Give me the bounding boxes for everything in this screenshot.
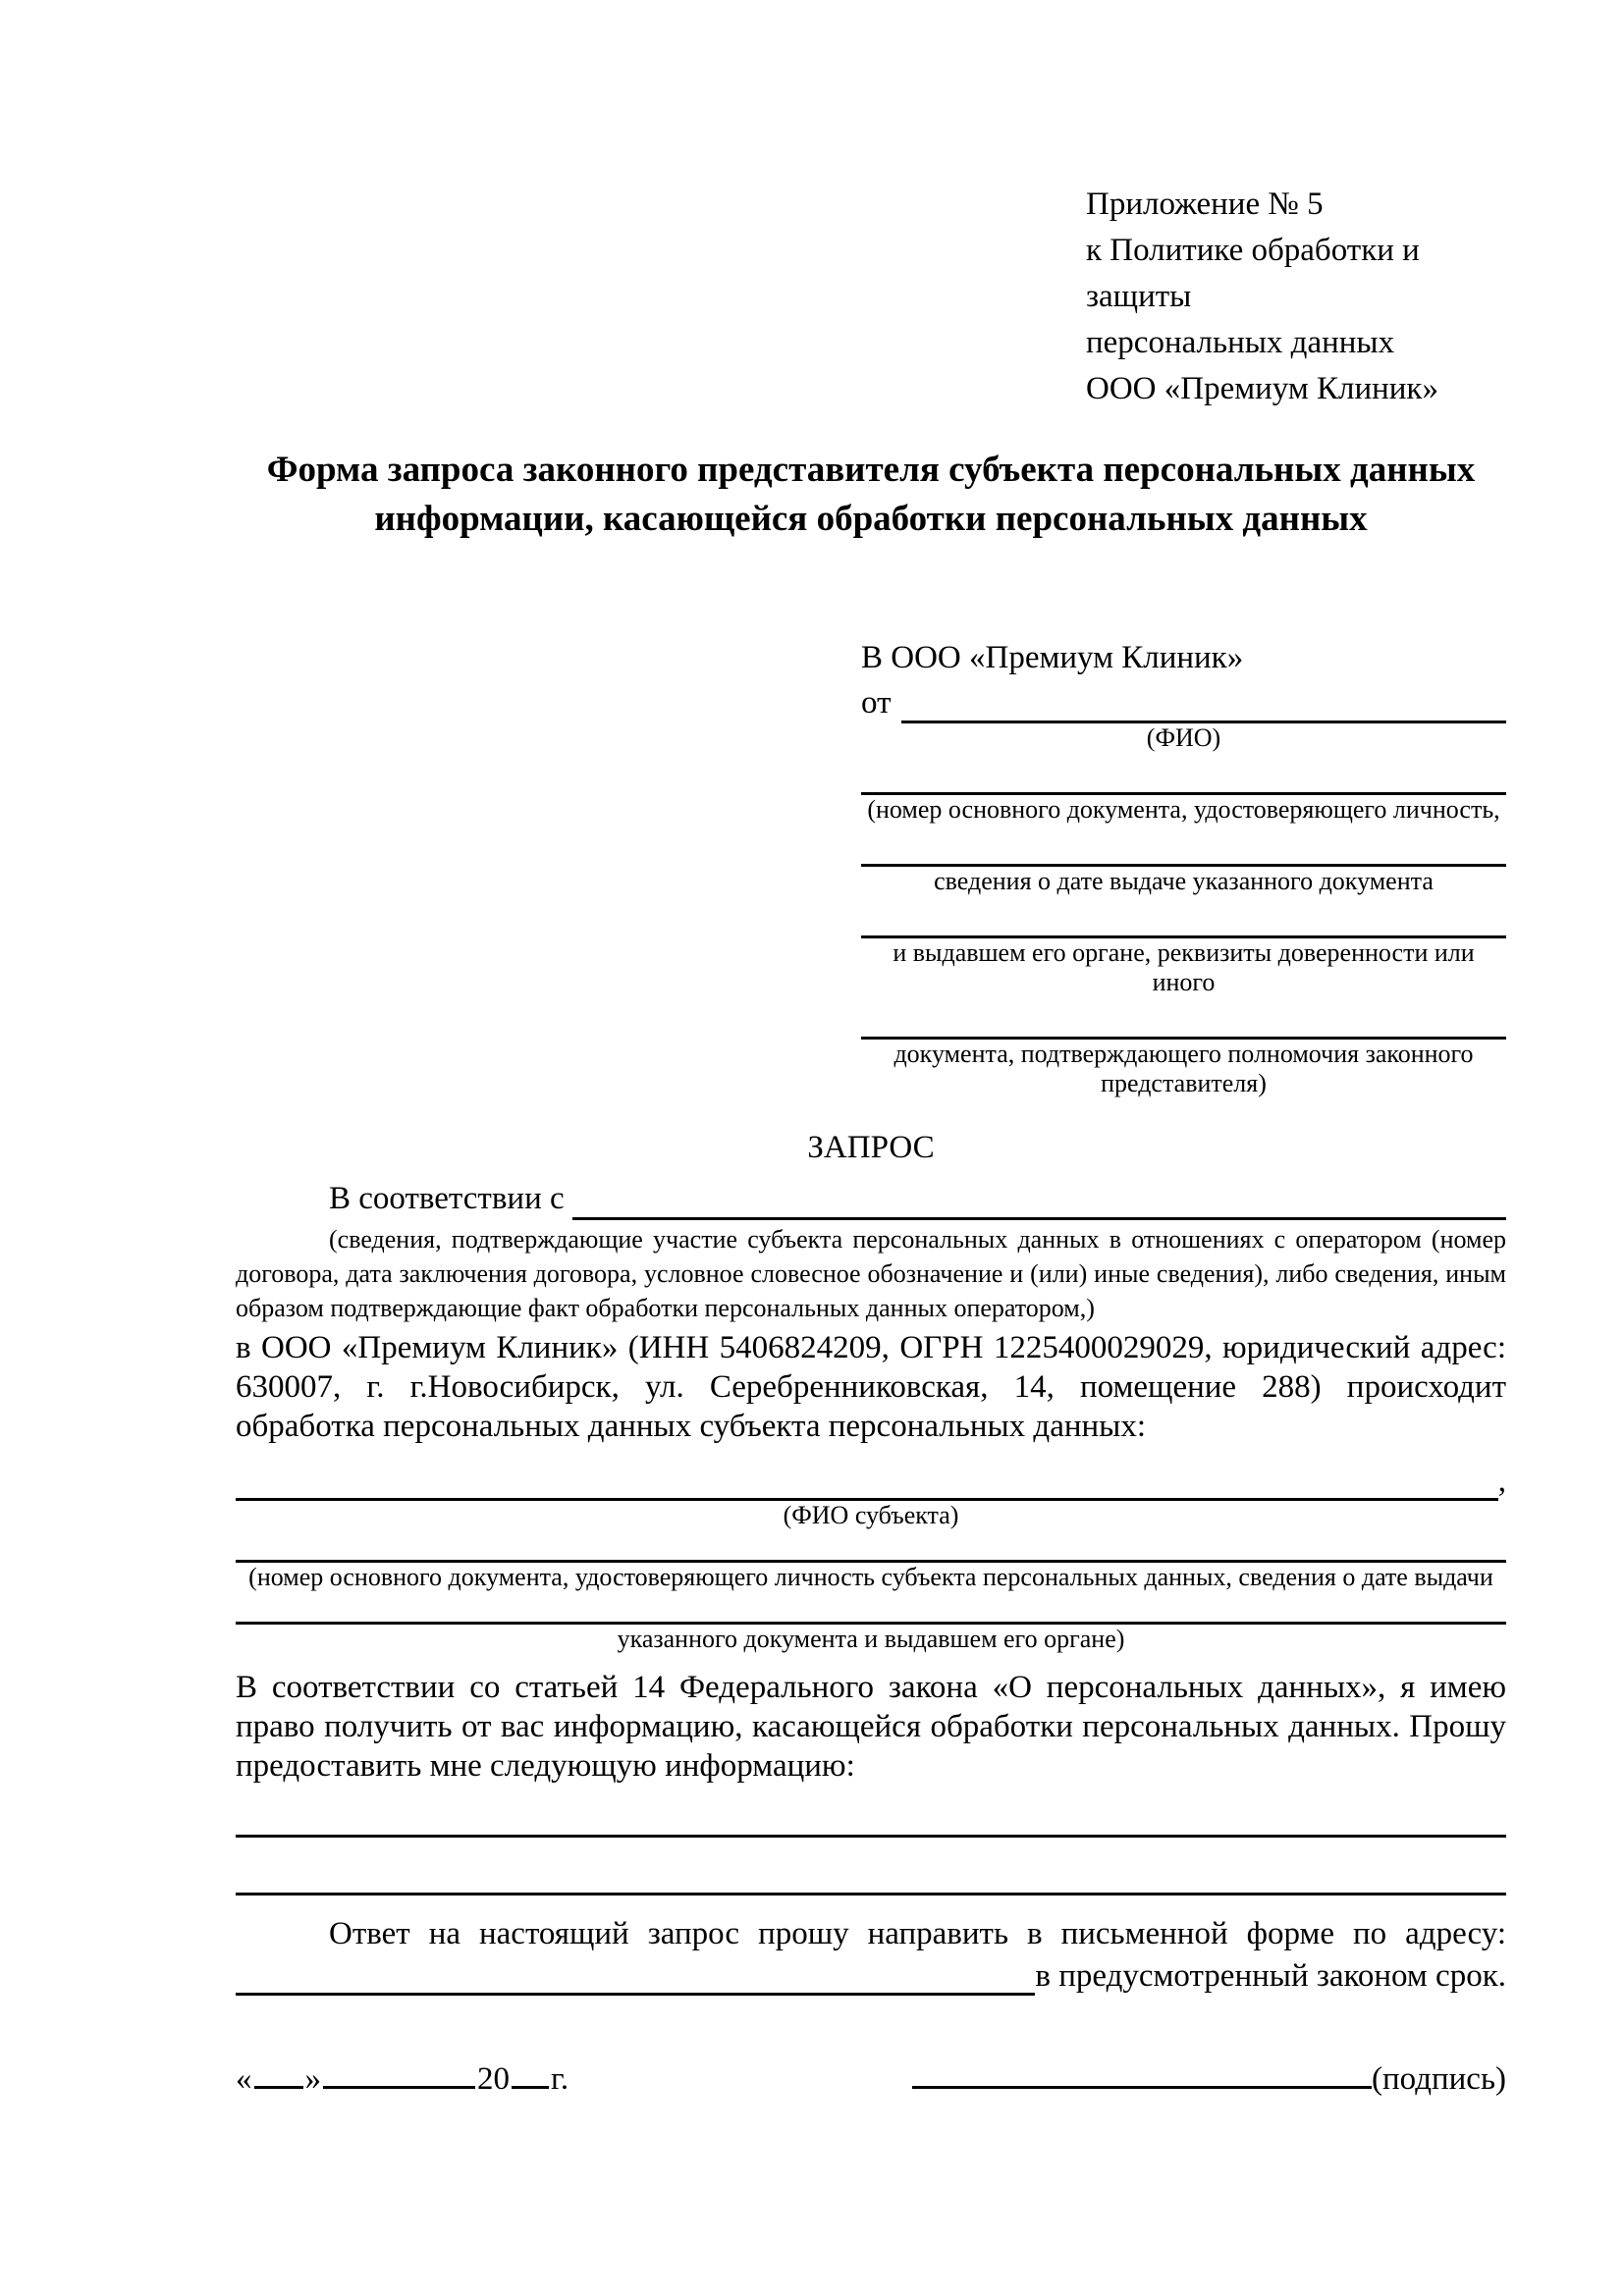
subject-doc-caption: указанного документа и выдавшем его органе) — [617, 1625, 1125, 1653]
law-paragraph: В соответствии со статьей 14 Федерального закона «О персональных данных», я имею право получить от вас информацию, касающейся обработки персональных данных. Прошу предоставить мне следующую информацию: — [236, 1670, 1506, 1784]
subject-fio-fill-line — [236, 1462, 1498, 1501]
annex-header — [1086, 0, 1506, 412]
accordance-row — [236, 1177, 1506, 1220]
title-line: информации, касающейся обработки персональных данных — [374, 499, 1368, 539]
field-caption: и выдавшем его органе, реквизиты доверенности или иного — [893, 938, 1475, 996]
field-caption: (номер основного документа, удостоверяющего личность, — [867, 795, 1500, 824]
subject-fio-caption: (ФИО субъекта) — [783, 1501, 959, 1529]
document-title — [236, 446, 1506, 544]
date-month-fill-line — [323, 2055, 475, 2089]
requested-info-fill-line — [236, 1893, 1506, 1896]
field-caption: документа, подтверждающего полномочия законного представителя) — [893, 1040, 1474, 1097]
document-content — [236, 0, 1506, 2100]
field-caption: сведения о дате выдаче указанного документа — [934, 867, 1434, 895]
signature-line — [912, 2055, 1372, 2089]
trailing-comma: , — [1497, 1464, 1506, 1499]
date-year-fill-line — [512, 2055, 549, 2089]
from-row — [861, 682, 1506, 723]
subject-doc-caption: (номер основного документа, удостоверяющего личность субъекта персональных данных, сведения о дате выдачи — [248, 1563, 1493, 1591]
from-label: от — [861, 685, 892, 721]
accordance-prefix: В соответствии с — [329, 1181, 565, 1216]
operator-paragraph: в ООО «Премиум Клиник» (ИНН 5406824209, ОГРН 1225400029029, юридический адрес: 630007, г. г.Новосибирск, ул. Серебренниковская, 14, помещение 288) происходит обработка персональных данных субъекта персональных данных: — [236, 1330, 1506, 1444]
subject-fio-row — [236, 1462, 1506, 1501]
reply-address-row — [236, 1956, 1506, 1996]
signature-field — [912, 2055, 1506, 2100]
annex-line: персональных данных — [1086, 325, 1395, 360]
reply-paragraph: Ответ на настоящий запрос прошу направить в письменной форме по адресу: — [329, 1916, 1506, 1951]
date-year-prefix: 20 — [477, 2061, 510, 2097]
date-year-suffix: г. — [551, 2061, 569, 2097]
date-field — [236, 2055, 568, 2100]
annex-line: к Политике обработки и защиты — [1086, 233, 1420, 314]
date-open-quote: « — [236, 2061, 252, 2097]
requested-info-fill-line — [236, 1835, 1506, 1838]
basis-fill-line — [572, 1177, 1506, 1220]
title-line: Форма запроса законного представителя субъекта персональных данных — [266, 450, 1476, 490]
reply-address-fill-line — [236, 1956, 1035, 1996]
date-day-fill-line — [254, 2055, 303, 2089]
basis-caption: (сведения, подтверждающие участие субъекта персональных данных в отношениях с оператором (номер договора, дата заключения договора, условное словесное обозначение и (или) иные сведения), либо сведения, иным образом подтверждающие факт обработки персональных данных оператором,) — [236, 1225, 1506, 1322]
reply-suffix: в предусмотренный законом срок. — [1035, 1958, 1506, 1994]
addressee-block — [861, 637, 1506, 1098]
annex-line: ООО «Премиум Клиник» — [1086, 371, 1438, 406]
addressee-to: В ООО «Премиум Клиник» — [861, 640, 1244, 675]
request-heading: ЗАПРОС — [807, 1130, 935, 1165]
representative-fio-fill-line — [901, 682, 1507, 723]
annex-line: Приложение № 5 — [1086, 187, 1324, 222]
fio-caption: (ФИО) — [1146, 723, 1221, 752]
date-signature-row — [236, 2055, 1506, 2100]
signature-caption: (подпись) — [1372, 2061, 1506, 2097]
date-close-quote: » — [304, 2061, 321, 2097]
